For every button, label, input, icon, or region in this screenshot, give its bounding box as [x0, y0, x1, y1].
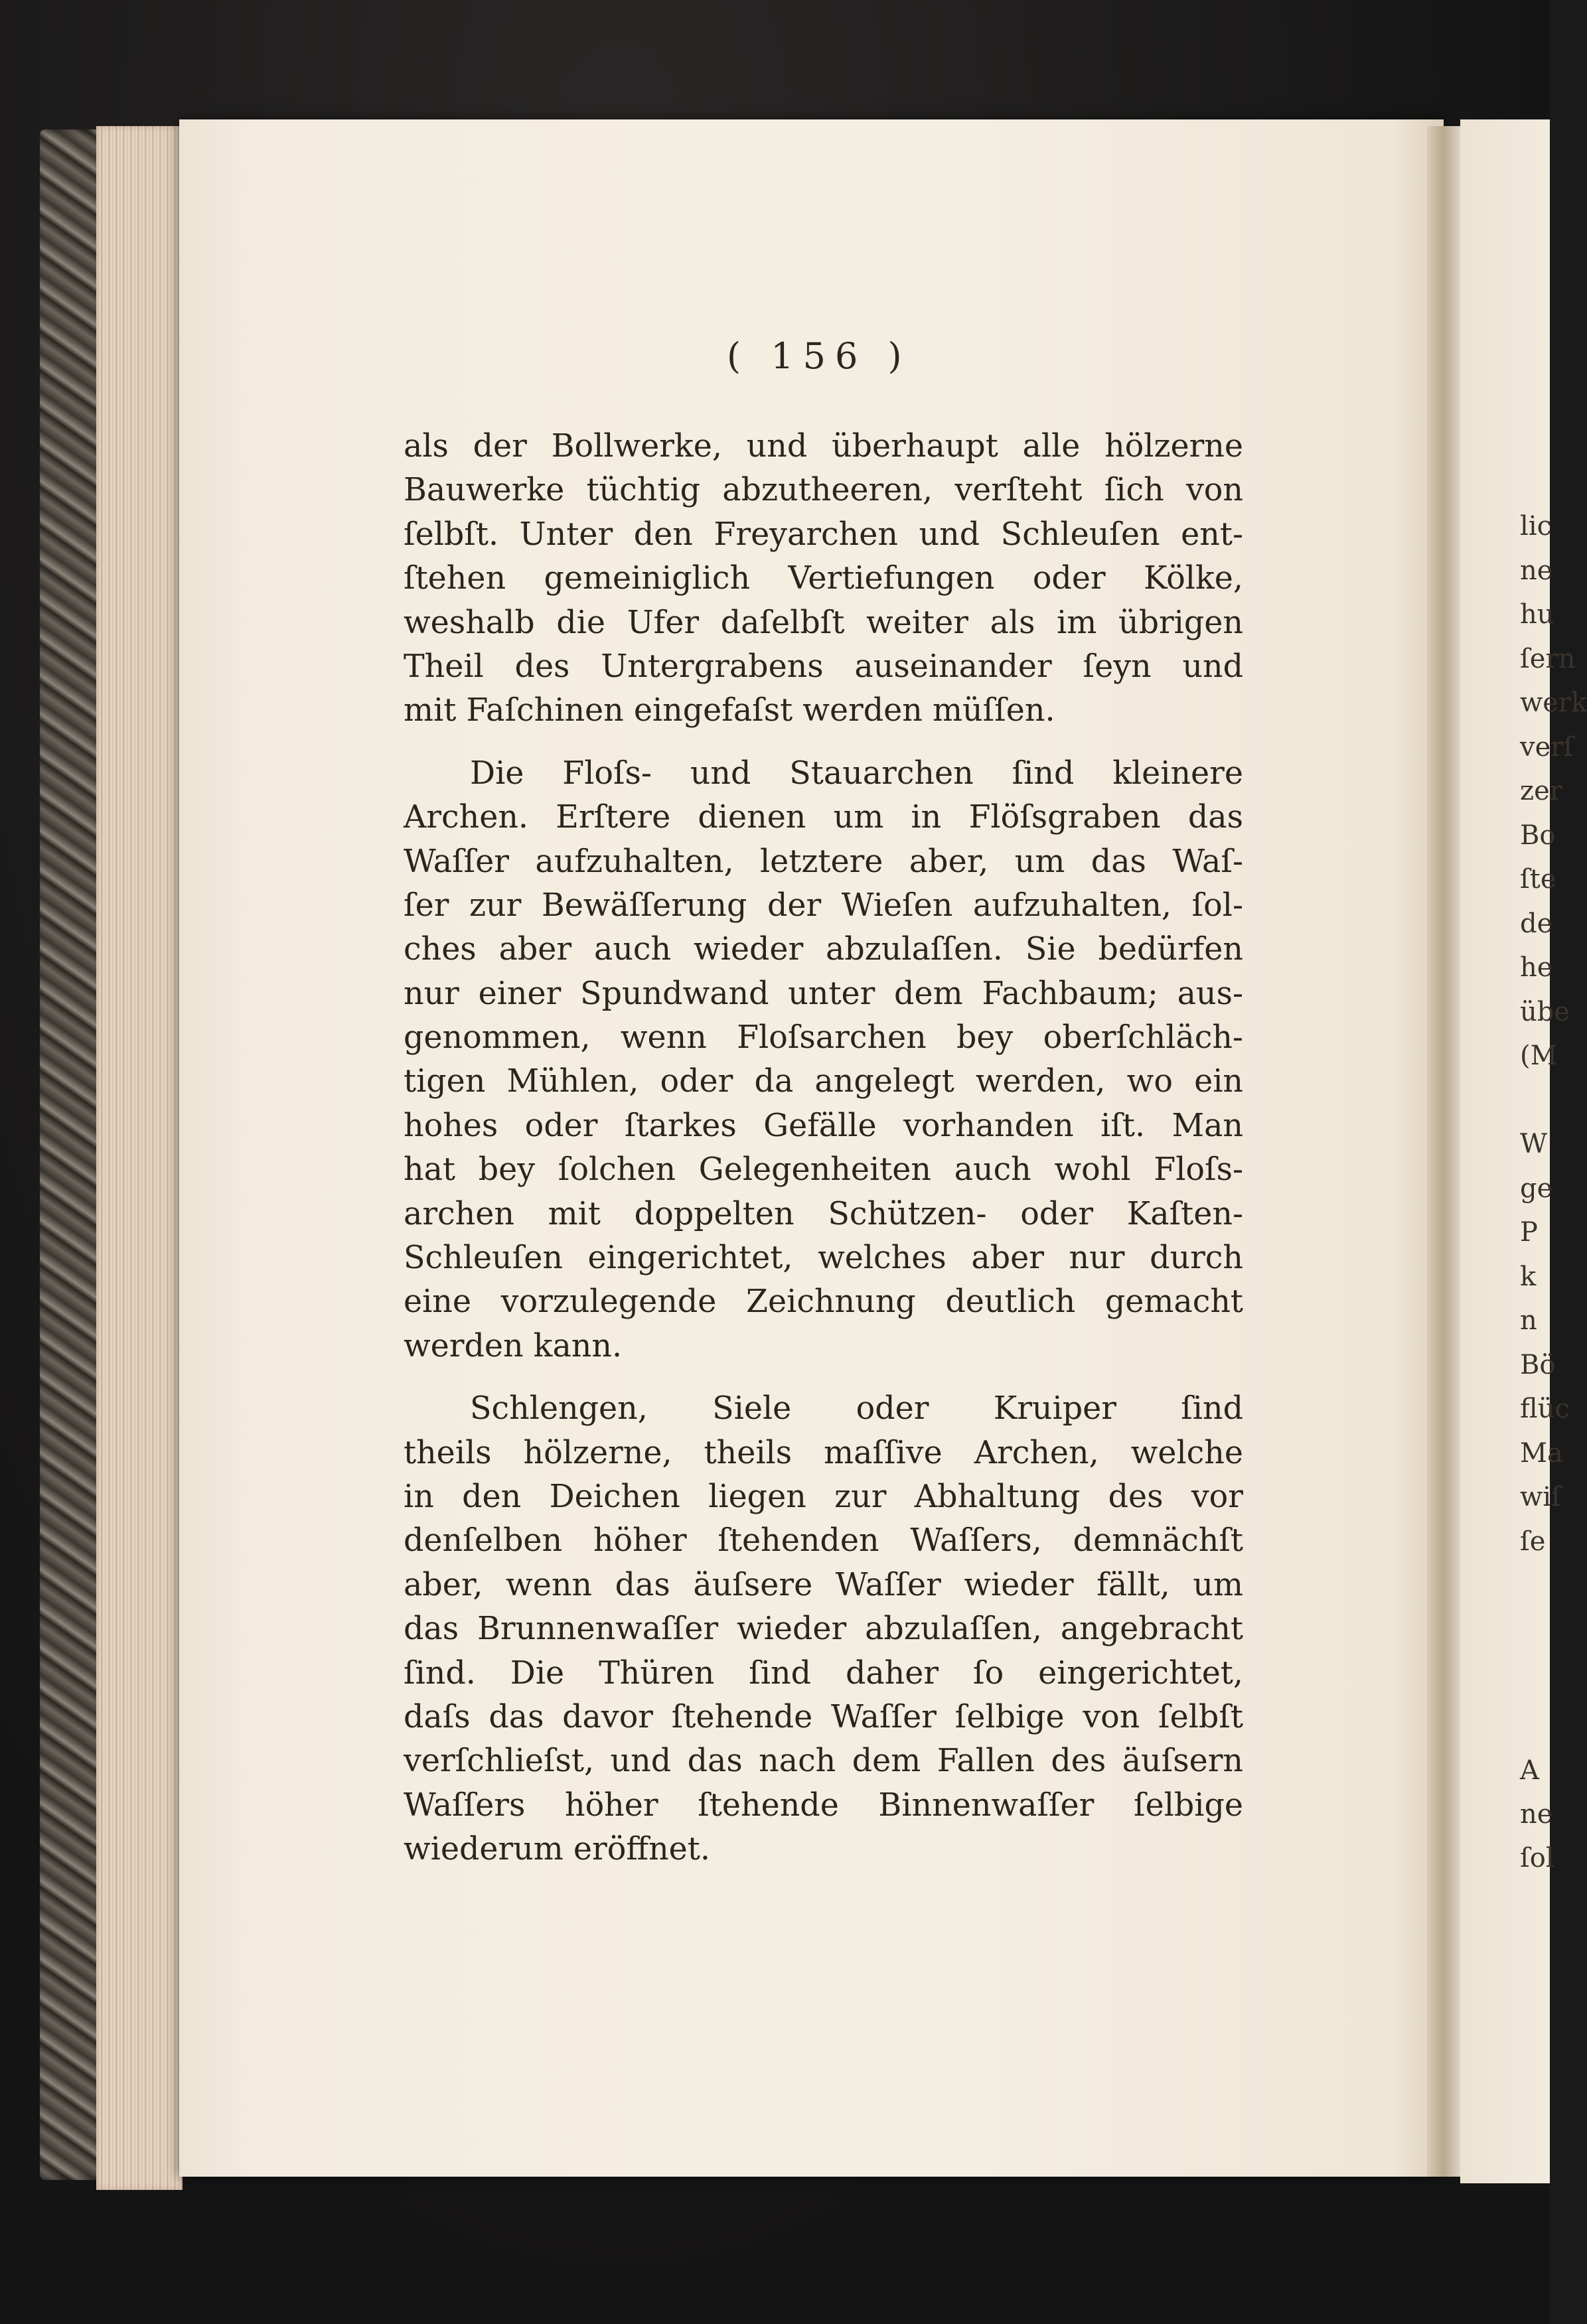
book-gutter: [1427, 126, 1464, 2177]
text-line: Waſſer aufzuhalten, letztere aber, um das Waſ-: [404, 843, 1243, 880]
facing-page-fragment: ſte: [1520, 864, 1556, 895]
facing-page-fragment: ge: [1520, 1173, 1553, 1204]
text-line: Die Floſs- und Stauarchen ſind kleinere: [470, 755, 1243, 792]
paragraph-gap: [404, 733, 1243, 752]
facing-page-text-lower: [1520, 1749, 1554, 1880]
paragraph: [404, 1387, 1243, 1871]
facing-page-fragment: wiſ: [1520, 1482, 1561, 1512]
text-line: in den Deichen liegen zur Abhaltung des vor: [404, 1478, 1243, 1515]
facing-page-fragment: n: [1520, 1305, 1537, 1336]
facing-page-fragment: werk: [1520, 688, 1587, 718]
text-line: nur einer Spundwand unter dem Fachbaum; aus-: [404, 975, 1243, 1012]
text-line: ſer zur Bewäſſerung der Wieſen aufzuhalten, ſol-: [404, 887, 1243, 924]
facing-page-fragment: A: [1520, 1755, 1539, 1786]
text-line: denſelben höher ſtehenden Waſſers, demnächſt: [404, 1522, 1243, 1560]
facing-page-fragment: ne: [1520, 555, 1553, 586]
text-line: archen mit doppelten Schützen- oder Kaſten-: [404, 1195, 1243, 1232]
text-line: aber, wenn das äuſsere Waſſer wieder fällt, um: [404, 1566, 1243, 1603]
facing-page-fragment: [1520, 1078, 1550, 1123]
facing-page-fragment: ſe: [1520, 1526, 1546, 1557]
text-line: ſtehen gemeiniglich Vertiefungen oder Kölke,: [404, 560, 1243, 597]
text-line: verſchlieſst, und das nach dem Fallen des äuſsern: [404, 1743, 1243, 1780]
text-line: daſs das davor ſtehende Waſſer ſelbige von ſelbſt: [404, 1698, 1243, 1735]
facing-page-fragment: hu: [1520, 599, 1554, 630]
page-number-header: ( 156 ): [727, 335, 911, 377]
facing-page-fragment: zer: [1520, 776, 1562, 806]
text-line: genommen, wenn Floſsarchen bey oberſchläch-: [404, 1019, 1243, 1056]
text-line: als der Bollwerke, und überhaupt alle hölzerne: [404, 428, 1243, 465]
text-line: mit Faſchinen eingefaſst werden müſſen.: [404, 692, 1055, 729]
text-line: hohes oder ſtarkes Gefälle vorhanden iſt. Man: [404, 1107, 1243, 1144]
facing-page-text-upper: [1520, 504, 1587, 1563]
text-line: Waſſers höher ſtehende Binnenwaſſer ſelbige: [404, 1786, 1243, 1824]
text-line: hat bey ſolchen Gelegenheiten auch wohl Floſs-: [404, 1151, 1243, 1189]
facing-page-fragment: P: [1520, 1217, 1538, 1248]
text-line: weshalb die Ufer daſelbſt weiter als im übrigen: [404, 604, 1243, 641]
text-line: ſelbſt. Unter den Freyarchen und Schleuſen ent-: [404, 516, 1243, 553]
facing-page-fragment: verſ: [1520, 731, 1574, 763]
facing-page-fragment: k: [1520, 1261, 1537, 1292]
text-line: Bauwerke tüchtig abzutheeren, verſteht ſich von: [404, 472, 1243, 509]
text-line: Theil des Untergrabens auseinander ſeyn und: [404, 648, 1243, 685]
text-line: Schleuſen eingerichtet, welches aber nur durch: [404, 1240, 1243, 1277]
text-line: eine vorzulegende Zeichnung deutlich gemacht: [404, 1283, 1243, 1321]
text-line: wiederum eröffnet.: [404, 1831, 710, 1868]
text-line: das Brunnenwaſſer wieder abzulaſſen, angebracht: [404, 1611, 1243, 1648]
facing-page-fragment: flüc: [1520, 1394, 1570, 1424]
facing-page-fragment: W: [1520, 1129, 1548, 1159]
facing-page-fragment: lic: [1520, 511, 1552, 542]
paragraph-gap: [404, 1368, 1243, 1387]
paragraph: [404, 752, 1243, 1368]
text-line: ſind. Die Thüren ſind daher ſo eingerichtet,: [404, 1654, 1243, 1692]
facing-page-fragment: ne: [1520, 1799, 1553, 1830]
text-line: Archen. Erſtere dienen um in Flöſsgraben das: [404, 799, 1243, 836]
text-line: werden kann.: [404, 1327, 623, 1364]
facing-page-fragment: he: [1520, 952, 1553, 983]
page-edges: [96, 126, 183, 2190]
page-body-text: [404, 425, 1243, 1872]
facing-page-fragment: übe: [1520, 996, 1570, 1027]
facing-page-fragment: de: [1520, 908, 1553, 939]
facing-page-fragment: ſern: [1520, 643, 1576, 674]
facing-page-fragment: Ma: [1520, 1437, 1563, 1469]
facing-page-fragment: ſol: [1520, 1843, 1554, 1873]
facing-page-fragment: (M: [1520, 1041, 1558, 1071]
text-line: Schlengen, Siele oder Kruiper ſind: [470, 1390, 1243, 1427]
facing-page-fragment: Bo: [1520, 820, 1556, 851]
text-line: tigen Mühlen, oder da angelegt werden, wo ein: [404, 1063, 1243, 1100]
facing-page-fragment: Bö: [1520, 1349, 1556, 1380]
text-line: ches aber auch wieder abzulaſſen. Sie bedürfen: [404, 931, 1243, 968]
text-line: theils hölzerne, theils maſſive Archen, welche: [404, 1434, 1243, 1471]
paragraph: [404, 425, 1243, 733]
